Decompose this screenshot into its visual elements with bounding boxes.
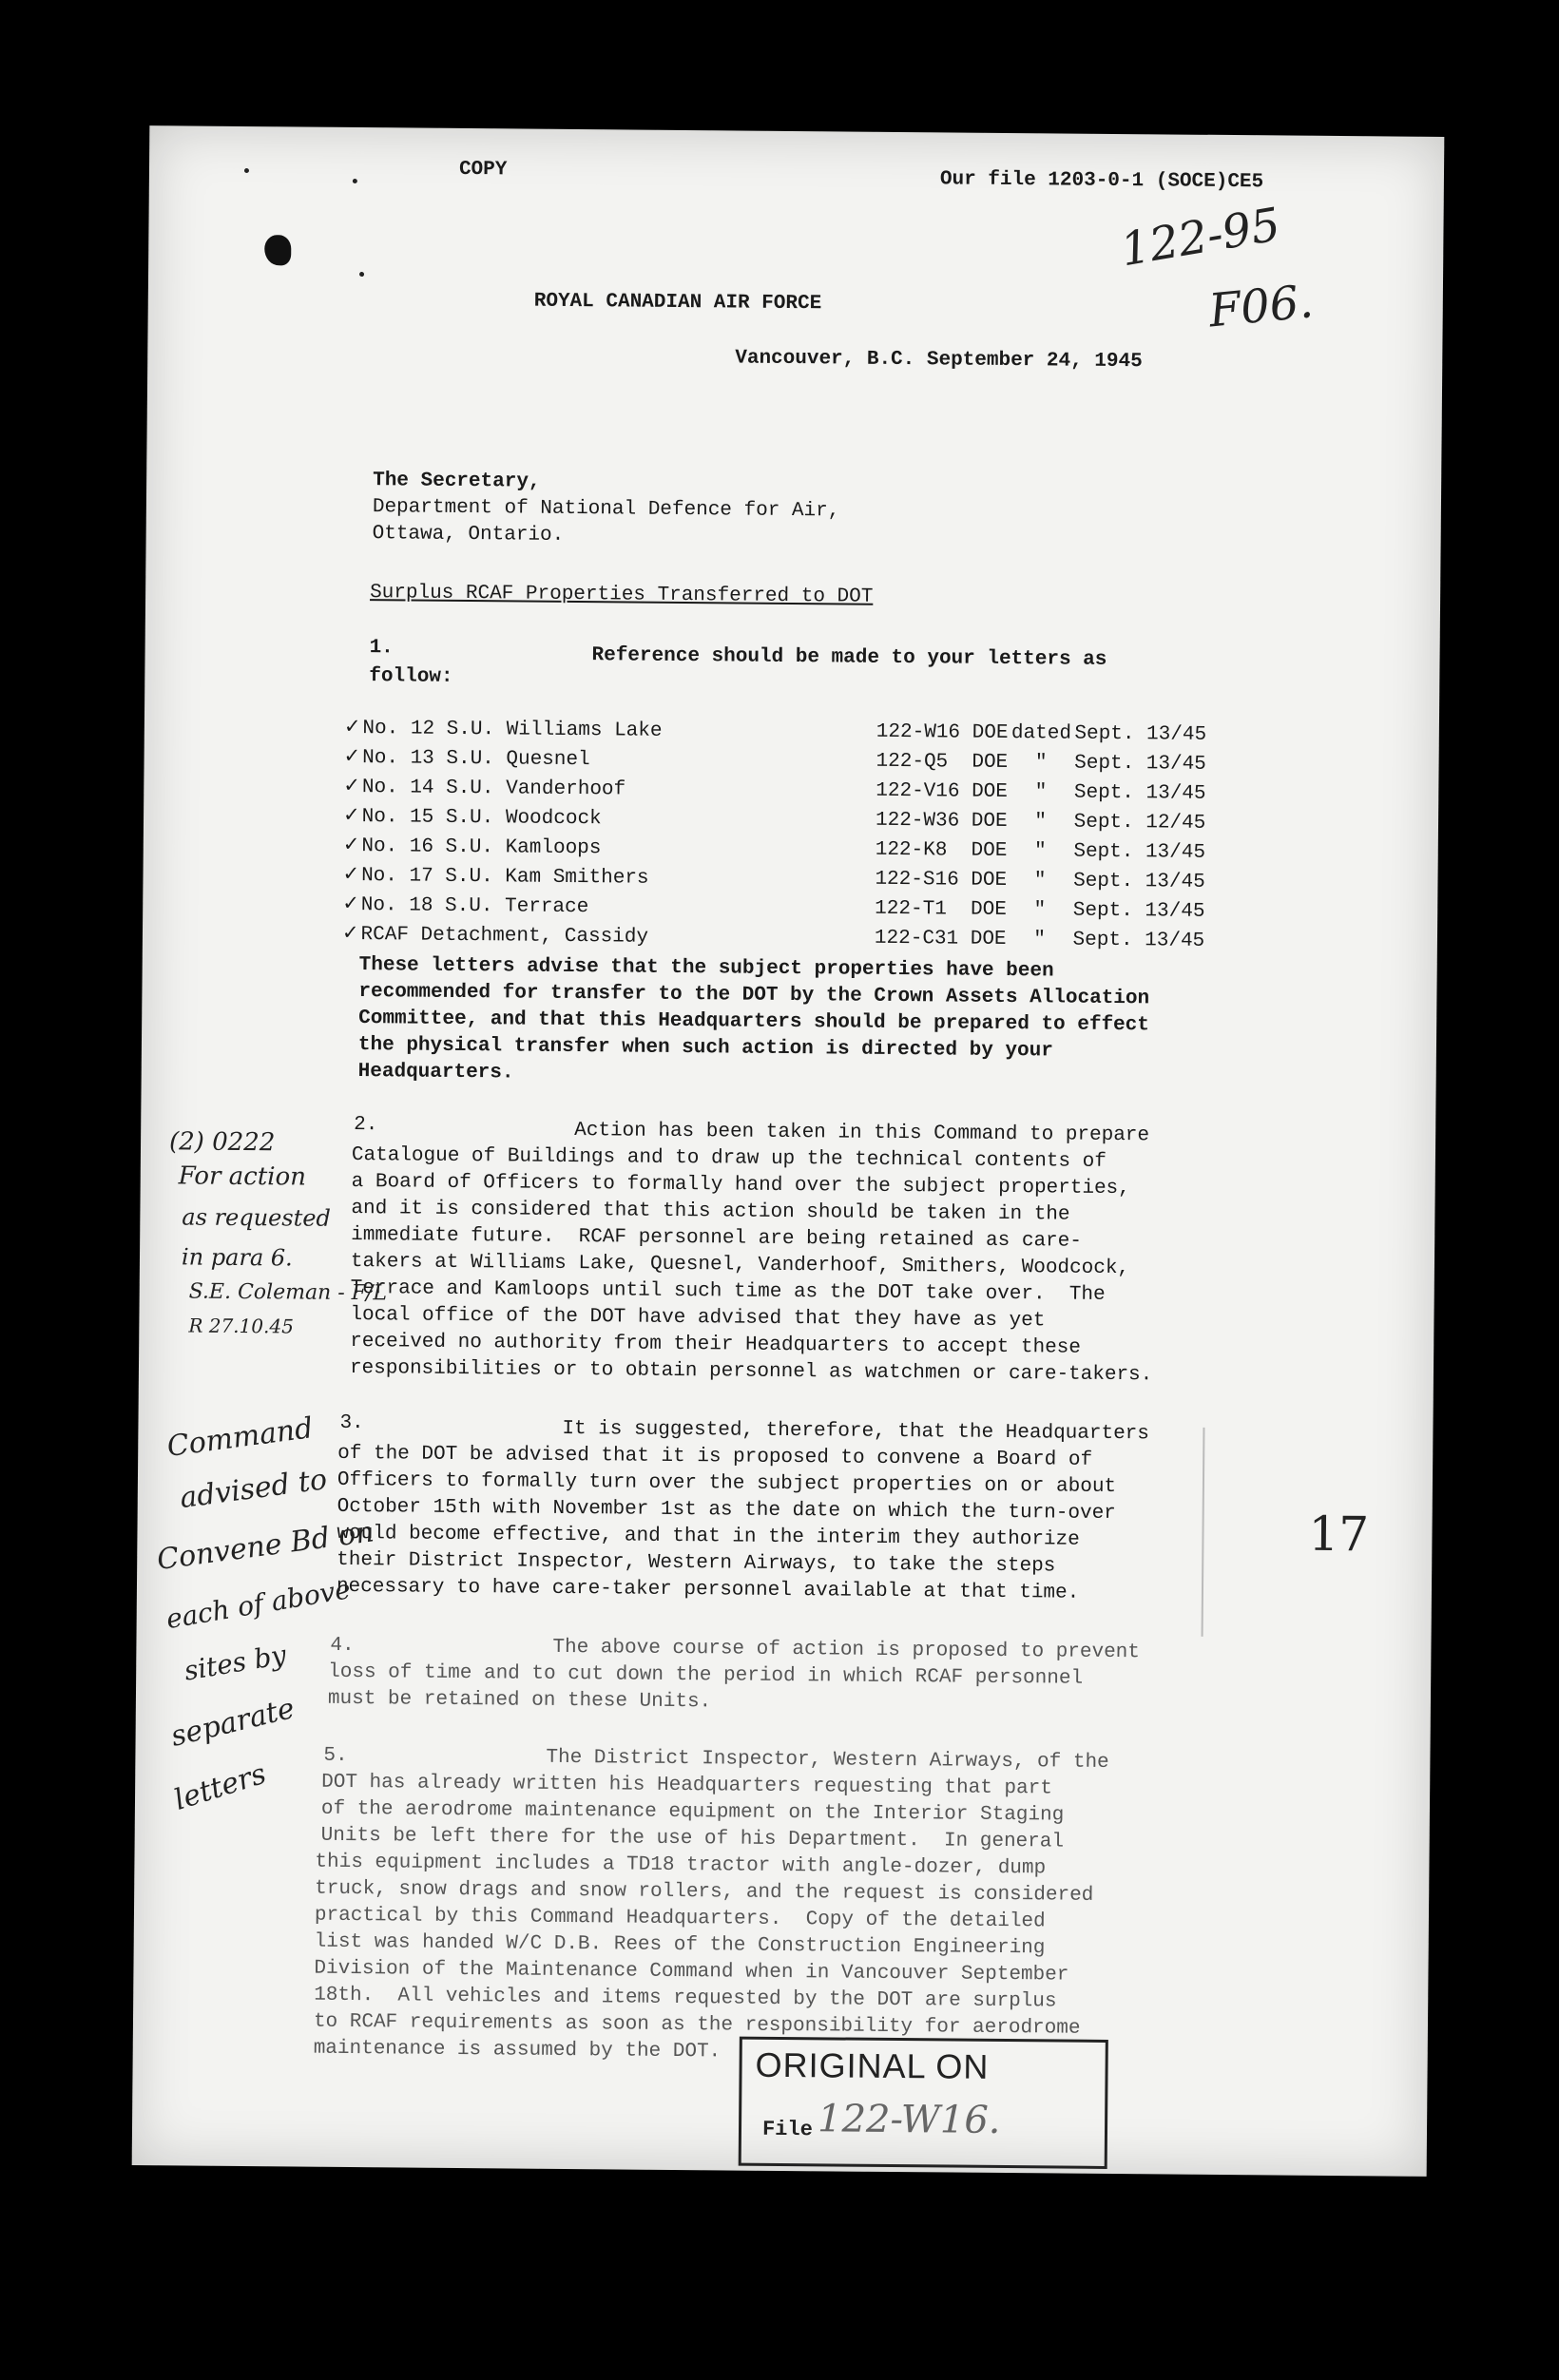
- stamp-file-label: File: [761, 2117, 813, 2142]
- handwritten-file-number: 122-95: [1116, 198, 1284, 278]
- para-5-line: to RCAF requirements as soon as the responsibility for aerodrome: [313, 2010, 1081, 2040]
- letter-date: Sept. 12/45: [1073, 811, 1206, 835]
- para-5-line: The District Inspector, Western Airways, of the: [546, 1746, 1109, 1774]
- file-ref: 122-T1 DOE: [875, 897, 1007, 921]
- original-on-file-stamp: [739, 2037, 1108, 2169]
- document-page: [132, 125, 1445, 2177]
- margin-line: [1202, 1428, 1205, 1637]
- handwritten-note-line: Convene Bd on: [155, 1515, 376, 1578]
- para-3-line: October 15th with November 1st as the date on which the turn-over: [337, 1495, 1116, 1526]
- table-row: ✓RCAF Detachment, Cassidy 122-C31 DOE " Sept. 13/45: [341, 920, 1205, 952]
- letter-date: Sept. 13/45: [1073, 870, 1205, 893]
- handwritten-note-line: each of above: [164, 1573, 354, 1636]
- para-5-line: practical by this Command Headquarters. Copy of the detailed: [314, 1904, 1046, 1933]
- handwritten-note-line: R 27.10.45: [188, 1314, 294, 1338]
- unit-name: No. 14 S.U. Vanderhoof: [361, 777, 626, 801]
- para-4-line: must be retained on these Units.: [327, 1687, 712, 1714]
- ink-blot: [264, 235, 291, 265]
- file-ref: 122-Q5 DOE: [876, 750, 1009, 774]
- para-4-line: The above course of action is proposed to prevent: [552, 1636, 1141, 1664]
- para-1-body: These letters advise that the subject properties have been recommended for transfer to the DOT by the Crown Assets Allocation Committee, and that this Headquarters should be prepared to effect the physical transfer when such action is directed by your Headquarters.: [357, 954, 1150, 1084]
- org-name: ROYAL CANADIAN AIR FORCE: [533, 290, 822, 316]
- handwritten-note-line: For action: [178, 1161, 307, 1192]
- para-5-line: 18th. All vehicles and items requested by the DOT are surplus: [314, 1984, 1057, 2013]
- file-ref: 122-W36 DOE: [875, 809, 1008, 833]
- para-5-line: maintenance is assumed by the DOT.: [313, 2037, 722, 2063]
- para-4-number: 4.: [330, 1634, 355, 1658]
- letter-date: Sept. 13/45: [1074, 752, 1206, 776]
- dated-mark: ": [1033, 839, 1047, 862]
- dated-mark: ": [1033, 869, 1047, 892]
- file-ref: 122-C31 DOE: [874, 927, 1007, 950]
- para-3-number: 3.: [339, 1411, 364, 1435]
- letter-date: Sept. 13/45: [1072, 899, 1205, 923]
- file-ref: 122-K8 DOE: [875, 838, 1008, 862]
- para-3-line: It is suggested, therefore, that the Headquarters: [562, 1417, 1150, 1446]
- para-5-line: truck, snow drags and snow rollers, and the request is considered: [315, 1877, 1094, 1907]
- para-2-line: responsibilities or to obtain personnel as watchmen or care-takers.: [349, 1356, 1153, 1387]
- stamp-title: ORIGINAL ON: [755, 2044, 990, 2086]
- table-row: ✓No. 16 S.U. Kamloops 122-K8 DOE " Sept. 13/45: [342, 832, 1206, 864]
- addressee-line-3: Ottawa, Ontario.: [372, 523, 565, 547]
- para-2-line: local office of the DOT have advised that they have as yet: [350, 1303, 1046, 1333]
- copy-label: COPY: [458, 158, 508, 182]
- para-3-line: their District Inspector, Western Airways, to take the steps: [337, 1548, 1056, 1578]
- subject-line: Surplus RCAF Properties Transferred to DOT: [370, 582, 874, 608]
- para-5-line: list was handed W/C D.B. Rees of the Construction Engineering: [314, 1930, 1046, 1960]
- dated-mark: ": [1033, 898, 1047, 921]
- table-row: ✓No. 14 S.U. Vanderhoof 122-V16 DOE " Sept. 13/45: [343, 773, 1206, 805]
- file-ref: 122-V16 DOE: [876, 779, 1009, 803]
- speck: [244, 168, 249, 173]
- handwritten-note-line: (2) 0222: [168, 1127, 276, 1158]
- para-5-number: 5.: [323, 1744, 348, 1767]
- speck: [353, 179, 357, 183]
- para-3-line: necessary to have care-taker personnel available at that time.: [336, 1575, 1080, 1604]
- handwritten-note-line: Command: [164, 1411, 316, 1464]
- para-3-line: would become effective, and that in the interim they authorize: [337, 1522, 1080, 1551]
- para-5-line: of the aerodrome maintenance equipment on the Interior Staging: [320, 1797, 1065, 1827]
- para-4-line: loss of time and to cut down the period in which RCAF personnel: [328, 1660, 1084, 1690]
- para-3-line: Officers to formally turn over the subject properties on or about: [337, 1468, 1117, 1499]
- table-row: ✓No. 12 S.U. Williams Lake 122-W16 DOE dated Sept. 13/45: [343, 714, 1207, 746]
- handwritten-note-line: separate: [167, 1691, 298, 1754]
- unit-name: No. 12 S.U. Williams Lake: [362, 718, 663, 742]
- para-2-line: a Board of Officers to formally hand over the subject properties,: [351, 1170, 1130, 1200]
- handwritten-note-line: in para 6.: [181, 1243, 293, 1272]
- para-2-line: Terrace and Kamloops until such time as the DOT take over. The: [350, 1276, 1106, 1306]
- speck: [359, 272, 364, 277]
- para-2-line: and it is considered that this action should be taken in the: [351, 1197, 1070, 1226]
- handwritten-note-line: sites by: [182, 1639, 289, 1687]
- dated-mark: dated: [1010, 721, 1072, 745]
- table-row: ✓No. 13 S.U. Quesnel 122-Q5 DOE " Sept. 13/45: [343, 743, 1206, 776]
- letter-date: Sept. 13/45: [1074, 722, 1207, 746]
- para-2-line: takers at Williams Lake, Quesnel, Vanderhoof, Smithers, Woodcock,: [350, 1250, 1130, 1280]
- para-2-line: Action has been taken in this Command to prepare: [574, 1120, 1150, 1147]
- stamp-file-number: 122-W16.: [817, 2097, 1001, 2142]
- para-2-line: received no authority from their Headquarters to accept these: [350, 1330, 1082, 1359]
- handwritten-note-line: letters: [170, 1756, 271, 1817]
- para-5-line: DOT has already written his Headquarters requesting that part: [321, 1771, 1052, 1800]
- para-3-line: of the DOT be advised that it is proposed to convene a Board of: [337, 1442, 1093, 1471]
- para-1-cont: follow:: [369, 665, 453, 688]
- para-5-line: Division of the Maintenance Command when in Vancouver September: [314, 1957, 1069, 1987]
- dated-mark: ": [1034, 751, 1048, 774]
- dated-mark: ": [1033, 928, 1046, 950]
- letter-date: Sept. 13/45: [1073, 840, 1206, 864]
- place-date: Vancouver, B.C. September 24, 1945: [735, 347, 1143, 374]
- handwritten-file-suffix: F06.: [1206, 275, 1316, 338]
- dated-mark: ": [1034, 810, 1048, 833]
- handwritten-note-line: as requested: [182, 1203, 331, 1232]
- para-2-line: Catalogue of Buildings and to draw up the technical contents of: [351, 1143, 1107, 1173]
- addressee-line-1: The Secretary,: [373, 470, 541, 493]
- para-2-line: immediate future. RCAF personnel are being retained as care-: [351, 1223, 1083, 1253]
- table-row: ✓No. 18 S.U. Terrace 122-T1 DOE " Sept. 13/45: [342, 891, 1205, 923]
- letter-date: Sept. 13/45: [1072, 929, 1205, 952]
- properties-table: [342, 713, 1206, 956]
- table-row: ✓No. 15 S.U. Woodcock 122-W36 DOE " Sept. 12/45: [342, 802, 1206, 835]
- unit-name: No. 18 S.U. Terrace: [360, 894, 589, 919]
- unit-name: No. 15 S.U. Woodcock: [361, 806, 602, 831]
- handwritten-note-line: S.E. Coleman - F/L: [188, 1279, 388, 1306]
- unit-name: No. 16 S.U. Kamloops: [361, 835, 602, 860]
- file-ref: 122-S16 DOE: [875, 868, 1008, 892]
- letter-date: Sept. 13/45: [1073, 781, 1206, 805]
- dated-mark: ": [1034, 780, 1048, 803]
- para-2-number: 2.: [354, 1114, 378, 1137]
- unit-name: No. 13 S.U. Quesnel: [362, 747, 590, 772]
- unit-name: No. 17 S.U. Kam Smithers: [361, 865, 649, 890]
- table-row: ✓No. 17 S.U. Kam Smithers 122-S16 DOE " Sept. 13/45: [342, 861, 1205, 893]
- file-reference: Our file 1203-0-1 (SOCE)CE5: [939, 168, 1264, 194]
- para-1-text: Reference should be made to your letters as: [591, 644, 1107, 671]
- unit-name: RCAF Detachment, Cassidy: [360, 924, 649, 949]
- file-ref: 122-W16 DOE: [876, 720, 1009, 744]
- para-5-line: Units be left there for the use of his Department. In general: [320, 1824, 1065, 1853]
- handwritten-note-line: advised to: [178, 1463, 330, 1516]
- para-1-number: 1.: [369, 637, 394, 660]
- handwritten-page-number: 17: [1308, 1506, 1370, 1563]
- addressee-line-2: Department of National Defence for Air,: [372, 496, 840, 523]
- para-5-line: this equipment includes a TD18 tractor with angle-dozer, dump: [315, 1851, 1047, 1880]
